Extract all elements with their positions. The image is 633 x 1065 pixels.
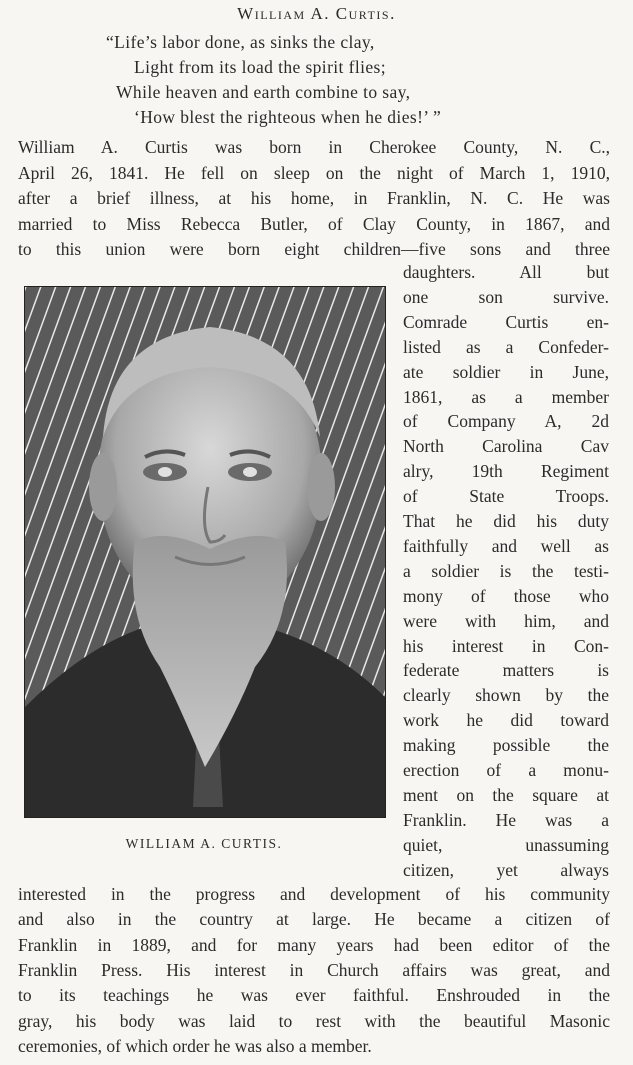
body-text-line: ment on the square at <box>403 784 609 805</box>
body-text-line: alry, 19th Regiment <box>403 461 609 482</box>
body-text-line: married to Miss Rebecca Butler, of Clay County, in 1867, and <box>18 213 610 234</box>
body-text-line: clearly shown by the <box>403 685 609 706</box>
verse-line: While heaven and earth combine to say, <box>116 82 411 102</box>
verse-line: Light from its load the spirit flies; <box>134 57 386 77</box>
body-text-line: erection of a monu- <box>403 760 609 780</box>
body-text-line: after a brief illness, at his home, in Franklin, N. C. He was <box>18 188 610 208</box>
portrait-caption: WILLIAM A. CURTIS. <box>125 836 283 851</box>
body-text-line: ate soldier in June, <box>403 361 609 382</box>
verse-line: “Life’s labor done, as sinks the clay, <box>106 32 375 52</box>
body-text-line: were with him, and <box>403 610 609 631</box>
body-text-line: Comrade Curtis en- <box>403 311 609 332</box>
body-text-line: to this union were born eight children—five sons and three <box>18 239 610 259</box>
verse-line: ‘How blest the righteous when he dies!’ ” <box>134 107 442 127</box>
body-text-line: citizen, yet always <box>403 859 609 880</box>
body-text-line: a soldier is the testi- <box>403 560 609 581</box>
body-text-line: and also in the country at large. He became a citizen of <box>18 909 610 930</box>
page-title: William A. Curtis. <box>237 4 396 23</box>
body-text-line: making possible the <box>403 735 609 756</box>
body-text-line: faithfully and well as <box>403 535 609 556</box>
body-text-line: Franklin. He was a <box>403 809 609 830</box>
body-text-line: William A. Curtis was born in Cherokee County, N. C., <box>18 137 610 157</box>
body-text-line: 1861, as a member <box>403 386 609 407</box>
portrait-photo <box>24 286 386 818</box>
body-text-line: to its teachings he was ever faithful. Enshrouded in the <box>18 985 610 1006</box>
body-text-line: of State Troops. <box>403 486 609 507</box>
body-text-line: his interest in Con- <box>403 635 609 656</box>
body-text-line: North Carolina Cav <box>403 436 609 457</box>
body-text-line: That he did his duty <box>403 511 609 531</box>
body-text-line: Franklin Press. His interest in Church affairs was great, and <box>18 959 610 980</box>
body-text-line: quiet, unassuming <box>403 834 609 855</box>
body-text-line: listed as a Confeder- <box>403 336 609 357</box>
body-text-line: one son survive. <box>403 286 609 307</box>
body-text-line: mony of those who <box>403 585 609 606</box>
body-text-line: federate matters is <box>403 660 609 681</box>
body-text-line: Franklin in 1889, and for many years had been editor of the <box>18 934 610 955</box>
body-text-line: interested in the progress and development of his community <box>18 884 610 904</box>
body-text-line: of Company A, 2d <box>403 411 609 432</box>
body-text-line: gray, his body was laid to rest with the beautiful Masonic <box>18 1010 610 1031</box>
body-text-line: April 26, 1841. He fell on sleep on the night of March 1, 1910, <box>18 162 610 183</box>
body-text-line: daughters. All but <box>403 262 609 282</box>
body-text-line: work he did toward <box>403 710 609 731</box>
body-text-line: ceremonies, of which order he was also a member. <box>18 1035 372 1056</box>
